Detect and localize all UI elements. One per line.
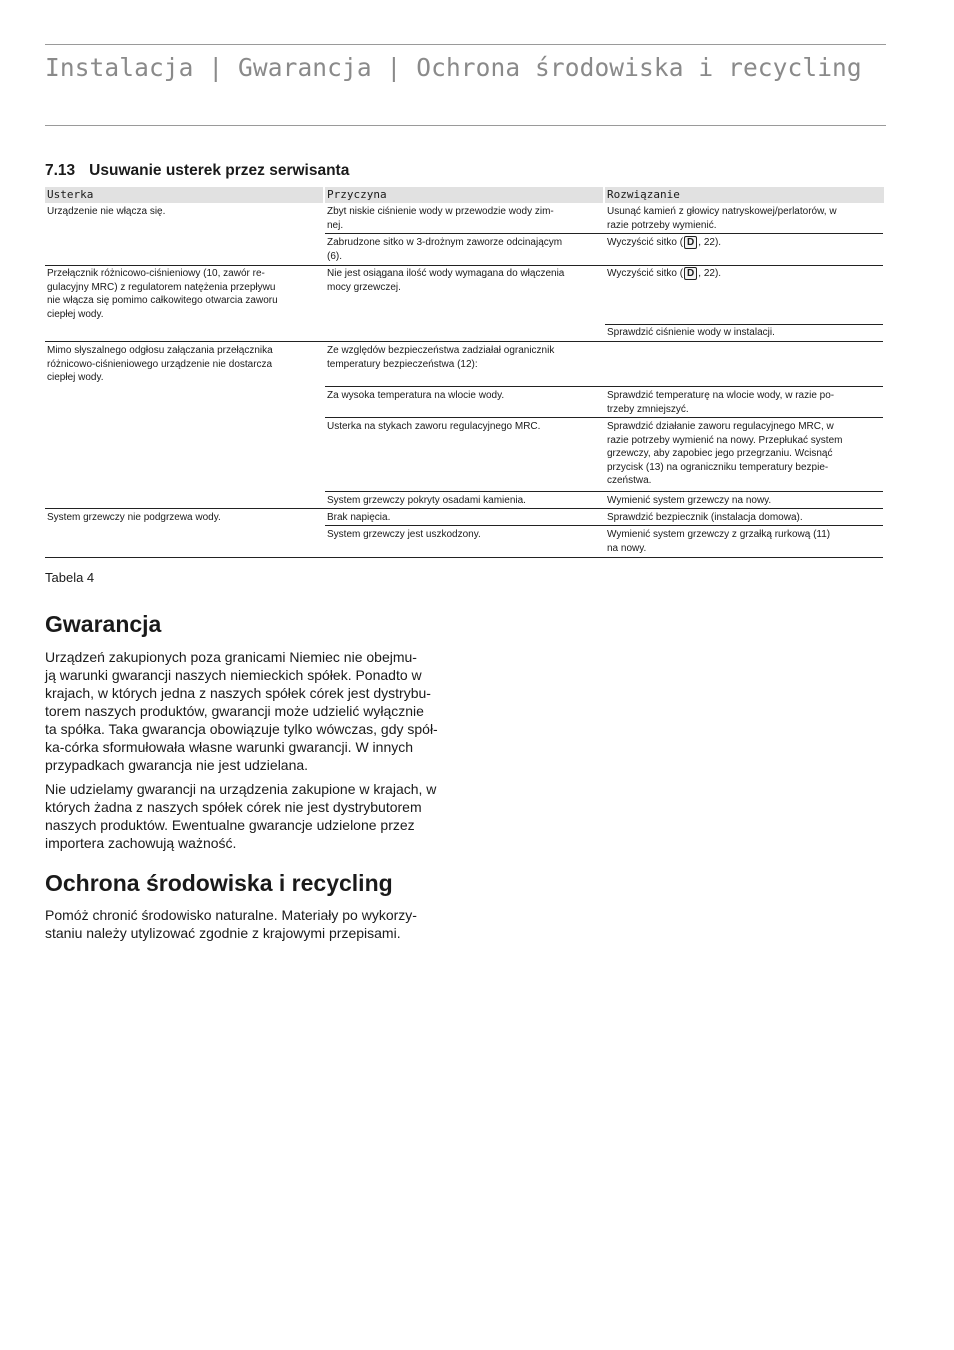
cause-text-line: nej. <box>327 219 344 231</box>
row-divider <box>325 491 883 492</box>
cause-text-line: Nie jest osiągana ilość wody wymagana do włączenia <box>327 268 565 279</box>
solution-text: , 22). <box>698 237 722 248</box>
row-divider <box>45 341 883 342</box>
solution-cell <box>607 267 721 281</box>
table-caption: Tabela 4 <box>45 570 95 585</box>
fault-text-line: ciepłej wody. <box>47 372 104 384</box>
column-header-cause: Przyczyna <box>325 187 603 203</box>
paragraph-line: ka-córka sformułowała własne warunki gwarancji. W innych <box>45 739 414 755</box>
paragraph-line: Pomóż chronić środowisko naturalne. Materiały po wykorzy- <box>45 907 417 923</box>
paragraph-line: krajach, w których jedna z naszych spółek córek jest dystrybu- <box>45 685 431 701</box>
fault-text-line: Mimo słyszalnego odgłosu załączania przełącznika <box>47 345 273 356</box>
solution-cell <box>607 236 721 250</box>
figure-d-badge-icon: D <box>684 236 697 249</box>
warranty-paragraph-2 <box>45 780 465 852</box>
row-divider <box>325 525 883 526</box>
solution-text-line: grzewczy, aby zapobiec jego przegrzaniu. Wcisnąć <box>607 448 833 460</box>
cause-cell <box>327 236 562 263</box>
cause-cell <box>327 267 564 294</box>
cause-cell <box>327 511 390 525</box>
cause-text-line: Brak napięcia. <box>327 512 391 523</box>
solution-cell <box>607 389 834 416</box>
cause-cell <box>327 344 554 371</box>
solution-cell <box>607 511 803 525</box>
paragraph-line: torem naszych produktów, gwarancji może udzielić wyłącznie <box>45 703 424 719</box>
environment-heading: Ochrona środowiska i recycling <box>45 870 393 896</box>
column-header-fault: Usterka <box>45 187 323 203</box>
environment-paragraph <box>45 906 465 942</box>
fault-text-line: ciepłej wody. <box>47 308 104 320</box>
cause-text-line: System grzewczy pokryty osadami kamienia. <box>327 495 526 506</box>
cause-text-line: Zabrudzone sitko w 3-drożnym zaworze odcinającym <box>327 237 563 248</box>
fault-cell <box>47 344 273 385</box>
solution-text-line: Sprawdzić ciśnienie wody w instalacji. <box>607 327 775 338</box>
paragraph-line: ta spółka. Taka gwarancja obowiązuje tylko wówczas, gdy spół- <box>45 721 438 737</box>
solution-text-line: Wymienić system grzewczy z grzałką rurkową (11) <box>607 529 831 540</box>
solution-text-line: Sprawdzić bezpiecznik (instalacja domowa). <box>607 512 803 523</box>
solution-text-line: razie potrzeby wymienić. <box>607 219 717 231</box>
paragraph-line: staniu należy utylizować zgodnie z krajowymi przepisami. <box>45 925 401 941</box>
cause-text-line: (6). <box>327 250 342 262</box>
fault-text-line: nie włącza się pomimo całkowitego otwarcia zaworu <box>47 295 278 307</box>
section-title: Usuwanie usterek przez serwisanta <box>89 162 350 179</box>
solution-text: Wyczyścić sitko ( <box>607 237 684 248</box>
cause-text-line: Zbyt niskie ciśnienie wody w przewodzie wody zim- <box>327 206 554 217</box>
cause-text-line: Ze względów bezpieczeństwa zadziałał ogranicznik <box>327 345 555 356</box>
solution-text-line: Wymienić system grzewczy na nowy. <box>607 495 772 506</box>
paragraph-line: importera zachowują ważność. <box>45 835 237 851</box>
fault-cell <box>47 205 165 219</box>
warranty-heading: Gwarancja <box>45 611 162 637</box>
paragraph-line: Urządzeń zakupionych poza granicami Niemiec nie obejmu- <box>45 649 417 665</box>
cause-text-line: Usterka na stykach zaworu regulacyjnego MRC. <box>327 421 541 432</box>
table-bottom-rule <box>45 557 883 558</box>
fault-text-line: różnicowo-ciśnieniowego urządzenie nie dostarcza <box>47 358 273 370</box>
solution-cell <box>607 494 771 508</box>
solution-text-line: czeństwa. <box>607 475 652 487</box>
solution-text-line: Usunąć kamień z głowicy natryskowej/perlatorów, w <box>607 206 837 217</box>
paragraph-line: ją warunki gwarancji naszych niemieckich spółek. Ponadto w <box>45 667 422 683</box>
figure-d-badge-icon: D <box>684 267 697 280</box>
solution-text: Wyczyścić sitko ( <box>607 268 684 279</box>
solution-text-line: Sprawdzić temperaturę na wlocie wody, w razie po- <box>607 390 835 401</box>
paragraph-line: przypadkach gwarancja nie jest udzielana. <box>45 757 309 773</box>
fault-cell <box>47 267 278 321</box>
cause-text-line: System grzewczy jest uszkodzony. <box>327 529 481 540</box>
solution-text: , 22). <box>698 268 722 279</box>
section-heading <box>45 162 349 180</box>
cause-cell <box>327 494 526 508</box>
cause-cell <box>327 420 540 434</box>
cause-cell <box>327 389 504 403</box>
troubleshooting-table <box>45 187 886 559</box>
cause-cell <box>327 205 554 232</box>
row-divider <box>325 417 883 418</box>
header-bottom-rule <box>45 125 886 126</box>
cause-text-line: Za wysoka temperatura na wlocie wody. <box>327 390 505 401</box>
section-number: 7.13 <box>45 162 76 179</box>
solution-text-line: przycisk (13) na ograniczniku temperatury bezpie- <box>607 461 829 473</box>
solution-cell <box>607 528 830 555</box>
fault-cell <box>47 511 221 525</box>
solution-text-line: Sprawdzić działanie zaworu regulacyjnego MRC, w <box>607 421 834 432</box>
cause-text-line: mocy grzewczej. <box>327 281 401 293</box>
paragraph-line: naszych produktów. Ewentualne gwarancje udzielone przez <box>45 817 415 833</box>
page-header-title: Instalacja | Gwarancja | Ochrona środowiska i recycling <box>45 53 862 82</box>
fault-text-line: System grzewczy nie podgrzewa wody. <box>47 512 221 523</box>
row-divider <box>325 386 883 387</box>
column-header-solution: Rozwiązanie <box>605 187 884 203</box>
solution-text-line: razie potrzeby wymienić na nowy. Przepłukać system <box>607 434 843 446</box>
fault-text-line: Przełącznik różnicowo-ciśnieniowy (10, zawór re- <box>47 268 265 279</box>
cause-text-line: temperatury bezpieczeństwa (12): <box>327 358 478 370</box>
fault-text-line: Urządzenie nie włącza się. <box>47 206 166 217</box>
solution-text-line: trzeby zmniejszyć. <box>607 403 689 415</box>
warranty-paragraph-1 <box>45 648 465 774</box>
solution-cell <box>607 205 837 232</box>
cause-cell <box>327 528 481 542</box>
header-top-rule <box>45 44 886 45</box>
solution-text-line: na nowy. <box>607 542 647 554</box>
paragraph-line: Nie udzielamy gwarancji na urządzenia zakupione w krajach, w <box>45 781 437 797</box>
paragraph-line: których żadna z naszych spółek córek nie jest dystrybutorem <box>45 799 422 815</box>
solution-cell <box>607 420 842 488</box>
row-divider <box>325 233 883 234</box>
fault-text-line: gulacyjny MRC) z regulatorem natężenia przepływu <box>47 281 276 293</box>
row-divider <box>45 508 883 509</box>
row-divider <box>45 265 883 266</box>
solution-cell <box>607 326 775 340</box>
row-divider <box>605 324 883 325</box>
